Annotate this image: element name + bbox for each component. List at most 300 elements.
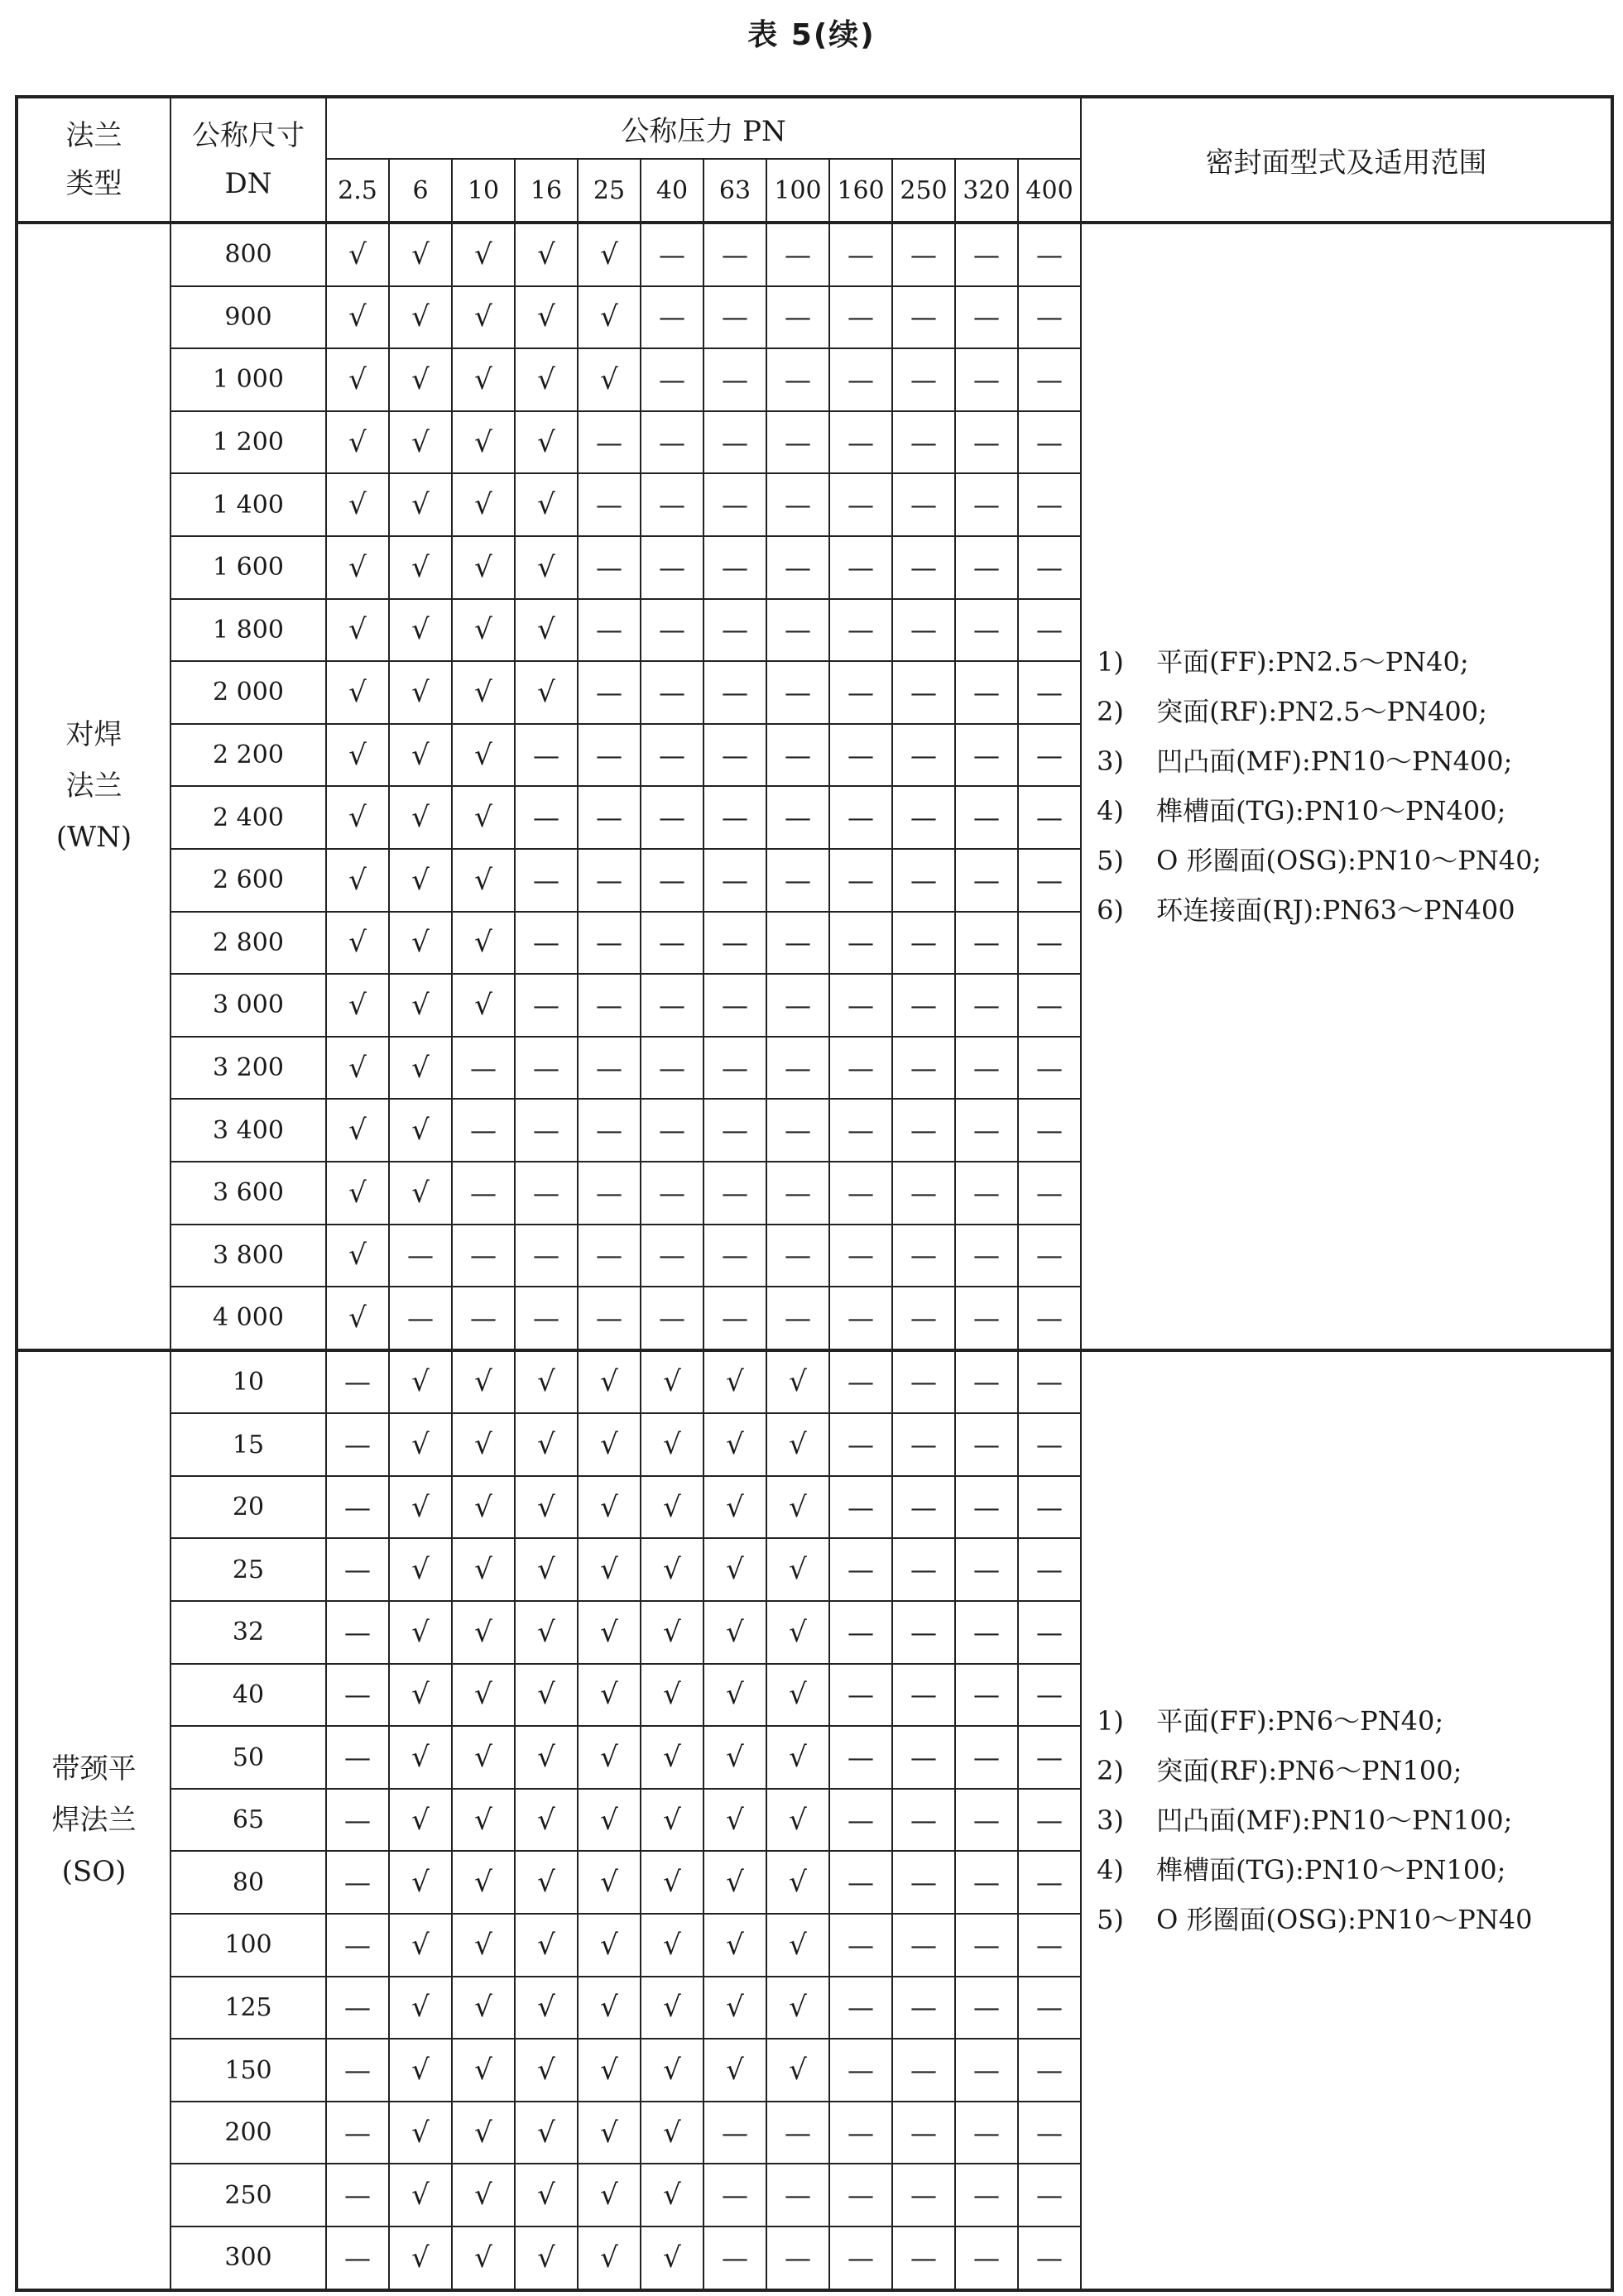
dash-mark: — <box>973 489 1000 521</box>
dash-mark: — <box>848 1491 874 1523</box>
dn-cell: 100 <box>170 1914 326 1977</box>
dn-cell: 40 <box>170 1664 326 1727</box>
dn-cell: 900 <box>170 286 326 349</box>
pressure-cell <box>955 348 1018 411</box>
check-mark: √ <box>600 2179 618 2212</box>
check-mark: √ <box>411 550 430 584</box>
pressure-cell <box>389 1601 452 1664</box>
pressure-cell <box>326 1726 389 1789</box>
dash-mark: — <box>596 1114 622 1147</box>
dash-mark: — <box>533 1114 559 1147</box>
dash-mark: — <box>910 1929 937 1961</box>
dash-mark: — <box>722 989 748 1021</box>
dash-mark: — <box>1036 426 1064 458</box>
dn-cell: 2 800 <box>170 912 326 975</box>
check-mark: √ <box>663 1741 681 1775</box>
dash-mark: — <box>344 1616 371 1648</box>
seal-item-number: 2) <box>1097 1754 1124 1786</box>
pressure-cell <box>515 786 578 849</box>
dash-mark: — <box>973 676 1000 708</box>
dash-mark: — <box>722 426 748 458</box>
check-mark: √ <box>537 613 555 647</box>
dash-mark: — <box>1036 676 1064 708</box>
check-mark: √ <box>663 1991 681 2025</box>
pressure-cell <box>641 2039 703 2102</box>
seal-item <box>1097 885 1611 935</box>
seal-item-number: 4) <box>1097 1853 1124 1886</box>
pressure-cell <box>766 1476 829 1539</box>
dash-mark: — <box>973 238 1000 271</box>
dash-mark: — <box>344 1679 371 1711</box>
dn-cell: 150 <box>170 2039 326 2102</box>
pressure-cell <box>1018 1037 1081 1100</box>
check-mark: √ <box>348 863 367 897</box>
dash-mark: — <box>848 1052 874 1084</box>
dash-mark: — <box>596 1301 622 1334</box>
dash-mark: — <box>848 864 874 896</box>
pressure-cell <box>578 1851 641 1914</box>
dash-mark: — <box>533 1239 559 1272</box>
pressure-cell <box>703 786 766 849</box>
dash-mark: — <box>848 676 874 708</box>
dash-mark: — <box>722 1114 748 1147</box>
pressure-cell <box>326 1225 389 1287</box>
check-mark: √ <box>348 1114 367 1148</box>
pressure-cell <box>452 286 515 349</box>
pressure-cell <box>641 661 703 724</box>
dash-mark: — <box>910 1366 937 1398</box>
pressure-cell <box>515 1538 578 1601</box>
pressure-cell <box>389 599 452 662</box>
pressure-cell <box>703 223 766 286</box>
pressure-cell <box>326 1413 389 1476</box>
dash-mark: — <box>1036 1301 1064 1334</box>
dash-mark: — <box>1036 2054 1064 2087</box>
pressure-cell <box>955 473 1018 536</box>
dash-mark: — <box>1036 1804 1064 1836</box>
dash-mark: — <box>722 927 748 959</box>
check-mark: √ <box>789 1615 807 1649</box>
dash-mark: — <box>659 1177 685 1209</box>
pressure-cell <box>326 661 389 724</box>
dash-mark: — <box>910 238 937 271</box>
dash-mark: — <box>973 1177 1000 1209</box>
pressure-cell <box>766 348 829 411</box>
pressure-cell <box>326 849 389 912</box>
pressure-cell <box>703 724 766 787</box>
check-mark: √ <box>726 1490 744 1524</box>
pressure-cell <box>955 1099 1018 1162</box>
dash-mark: — <box>910 1867 937 1899</box>
pressure-cell <box>389 1851 452 1914</box>
dash-mark: — <box>848 489 874 521</box>
pressure-cell <box>703 661 766 724</box>
check-mark: √ <box>411 863 430 897</box>
check-mark: √ <box>789 1553 807 1587</box>
table-row <box>17 1350 1612 1414</box>
header-seal-face: 密封面型式及适用范围 <box>1081 97 1612 223</box>
check-mark: √ <box>411 1678 430 1712</box>
check-mark: √ <box>411 425 430 459</box>
dn-cell: 65 <box>170 1789 326 1852</box>
pressure-cell <box>389 1225 452 1287</box>
dash-mark: — <box>1036 1679 1064 1711</box>
check-mark: √ <box>600 1928 618 1962</box>
pn-header-cell: 160 <box>829 159 892 223</box>
pressure-cell <box>1018 536 1081 599</box>
dash-mark: — <box>470 1301 497 1334</box>
pressure-cell <box>955 1538 1018 1601</box>
pressure-cell <box>326 223 389 286</box>
pressure-cell <box>452 661 515 724</box>
dash-mark: — <box>785 802 811 834</box>
pressure-cell <box>829 2102 892 2164</box>
pressure-cell <box>955 1037 1018 1100</box>
pressure-cell <box>892 1476 955 1539</box>
pressure-cell <box>829 1851 892 1914</box>
dash-mark: — <box>344 1554 371 1586</box>
pressure-cell <box>766 2226 829 2290</box>
pressure-cell <box>703 849 766 912</box>
header-flange-type: 法兰 类型 <box>17 97 170 223</box>
header-row <box>17 97 1612 159</box>
pressure-cell <box>515 912 578 975</box>
pressure-cell <box>703 1726 766 1789</box>
pressure-cell <box>1018 2039 1081 2102</box>
dash-mark: — <box>470 1114 497 1147</box>
check-mark: √ <box>663 1615 681 1649</box>
pressure-cell <box>389 411 452 474</box>
check-mark: √ <box>411 2179 430 2212</box>
pressure-cell <box>578 1601 641 1664</box>
pressure-cell <box>326 724 389 787</box>
dash-mark: — <box>848 1554 874 1586</box>
dash-mark: — <box>848 1114 874 1147</box>
check-mark: √ <box>411 2241 430 2274</box>
pressure-cell <box>703 599 766 662</box>
pressure-cell <box>452 1977 515 2040</box>
dash-mark: — <box>973 1366 1000 1398</box>
dash-mark: — <box>470 1177 497 1209</box>
pressure-cell <box>515 223 578 286</box>
check-mark: √ <box>411 1490 430 1524</box>
dash-mark: — <box>596 739 622 771</box>
check-mark: √ <box>537 1428 555 1462</box>
pressure-cell <box>641 1476 703 1539</box>
dash-mark: — <box>910 1239 937 1272</box>
dash-mark: — <box>1036 802 1064 834</box>
pressure-cell <box>1018 1225 1081 1287</box>
pressure-cell <box>703 1162 766 1225</box>
dash-mark: — <box>848 1301 874 1334</box>
dash-mark: — <box>1036 238 1064 271</box>
pressure-cell <box>892 2226 955 2290</box>
seal-item <box>1097 1845 1611 1895</box>
pressure-cell <box>829 1037 892 1100</box>
pressure-cell <box>452 599 515 662</box>
pressure-cell <box>829 2164 892 2226</box>
pressure-cell <box>515 849 578 912</box>
check-mark: √ <box>348 801 367 835</box>
pressure-cell <box>452 1664 515 1727</box>
pressure-cell <box>829 1726 892 1789</box>
pressure-cell <box>578 1162 641 1225</box>
check-mark: √ <box>726 1428 744 1462</box>
check-mark: √ <box>789 1991 807 2025</box>
dash-mark: — <box>910 1616 937 1648</box>
pressure-cell <box>703 473 766 536</box>
check-mark: √ <box>789 1741 807 1775</box>
dash-mark: — <box>533 927 559 959</box>
pressure-cell <box>326 2102 389 2164</box>
pressure-cell <box>389 348 452 411</box>
dash-mark: — <box>973 1742 1000 1774</box>
pressure-cell <box>389 1914 452 1977</box>
pressure-cell <box>578 1037 641 1100</box>
pressure-cell <box>955 223 1018 286</box>
check-mark: √ <box>663 2241 681 2274</box>
dash-mark: — <box>722 2241 748 2274</box>
dash-mark: — <box>722 802 748 834</box>
check-mark: √ <box>663 1866 681 1900</box>
check-mark: √ <box>789 1803 807 1837</box>
check-mark: √ <box>474 1615 492 1649</box>
pressure-cell <box>515 599 578 662</box>
pressure-cell <box>389 1162 452 1225</box>
pressure-cell <box>515 1225 578 1287</box>
dash-mark: — <box>910 363 937 395</box>
pressure-cell <box>389 1977 452 2040</box>
seal-item-number: 1) <box>1097 1704 1124 1737</box>
dash-mark: — <box>848 2179 874 2212</box>
dash-mark: — <box>973 2054 1000 2087</box>
check-mark: √ <box>663 1803 681 1837</box>
pressure-cell <box>703 2164 766 2226</box>
dash-mark: — <box>344 1429 371 1461</box>
pressure-cell <box>578 1287 641 1350</box>
pressure-cell <box>955 2039 1018 2102</box>
pressure-cell <box>578 1664 641 1727</box>
pressure-cell <box>389 223 452 286</box>
pressure-cell <box>578 2164 641 2226</box>
check-mark: √ <box>789 2054 807 2087</box>
check-mark: √ <box>600 2116 618 2150</box>
pressure-cell <box>892 1287 955 1350</box>
check-mark: √ <box>600 1553 618 1587</box>
dash-mark: — <box>973 1052 1000 1084</box>
pressure-cell <box>641 1977 703 2040</box>
check-mark: √ <box>474 488 492 522</box>
dash-mark: — <box>722 1301 748 1334</box>
check-mark: √ <box>537 675 555 709</box>
pressure-cell <box>892 1601 955 1664</box>
check-mark: √ <box>411 1928 430 1962</box>
dash-mark: — <box>533 1052 559 1084</box>
check-mark: √ <box>537 1678 555 1712</box>
pressure-cell <box>326 348 389 411</box>
pn-header-cell: 63 <box>703 159 766 223</box>
check-mark: √ <box>537 1741 555 1775</box>
pressure-cell <box>1018 661 1081 724</box>
check-mark: √ <box>600 1428 618 1462</box>
dash-mark: — <box>1036 864 1064 896</box>
check-mark: √ <box>474 675 492 709</box>
pressure-cell <box>389 912 452 975</box>
pressure-cell <box>703 2226 766 2290</box>
dash-mark: — <box>596 1052 622 1084</box>
pressure-cell <box>515 1664 578 1727</box>
pressure-cell <box>389 536 452 599</box>
pn-header-cell: 16 <box>515 159 578 223</box>
pressure-cell <box>892 223 955 286</box>
seal-item <box>1097 836 1611 885</box>
pressure-cell <box>389 2039 452 2102</box>
pressure-cell <box>1018 2164 1081 2226</box>
pressure-cell <box>892 286 955 349</box>
pressure-cell <box>829 1476 892 1539</box>
seal-item-number: 3) <box>1097 1804 1124 1836</box>
pressure-cell <box>955 536 1018 599</box>
dash-mark: — <box>659 864 685 896</box>
check-mark: √ <box>726 1803 744 1837</box>
dash-mark: — <box>910 2179 937 2212</box>
pressure-cell <box>641 1914 703 1977</box>
pressure-cell <box>515 2164 578 2226</box>
pressure-cell <box>829 1664 892 1727</box>
dash-mark: — <box>659 927 685 959</box>
dash-mark: — <box>659 676 685 708</box>
check-mark: √ <box>411 1991 430 2025</box>
dash-mark: — <box>1036 301 1064 333</box>
pressure-cell <box>389 724 452 787</box>
check-mark: √ <box>348 1051 367 1085</box>
pressure-cell <box>829 1914 892 1977</box>
dash-mark: — <box>659 989 685 1021</box>
pressure-cell <box>955 1225 1018 1287</box>
dash-mark: — <box>785 989 811 1021</box>
pressure-cell <box>829 1413 892 1476</box>
dash-mark: — <box>910 426 937 458</box>
check-mark: √ <box>474 988 492 1022</box>
pressure-cell <box>452 1538 515 1601</box>
check-mark: √ <box>474 362 492 396</box>
pressure-cell <box>641 786 703 849</box>
pressure-cell <box>766 2164 829 2226</box>
dash-mark: — <box>973 614 1000 646</box>
pressure-cell <box>641 1287 703 1350</box>
seal-item-number: 2) <box>1097 696 1124 728</box>
dn-cell: 3 800 <box>170 1225 326 1287</box>
dn-cell: 3 600 <box>170 1162 326 1225</box>
pressure-cell <box>703 2039 766 2102</box>
pressure-cell <box>1018 1476 1081 1539</box>
dash-mark: — <box>1036 2241 1064 2274</box>
seal-item-text: 凹凸面(MF):PN10～PN100; <box>1156 1804 1513 1836</box>
pressure-cell <box>955 1287 1018 1350</box>
check-mark: √ <box>663 1928 681 1962</box>
header-nominal-size: 公称尺寸 DN <box>170 97 326 223</box>
pressure-cell <box>955 974 1018 1037</box>
pressure-cell <box>452 1789 515 1852</box>
check-mark: √ <box>474 738 492 772</box>
pressure-cell <box>578 536 641 599</box>
dash-mark: — <box>848 1616 874 1648</box>
check-mark: √ <box>726 1991 744 2025</box>
pressure-cell <box>892 536 955 599</box>
pressure-cell <box>389 2226 452 2290</box>
pressure-cell <box>515 1851 578 1914</box>
pressure-cell <box>389 1413 452 1476</box>
check-mark: √ <box>789 1928 807 1962</box>
check-mark: √ <box>474 2116 492 2150</box>
pressure-cell <box>452 223 515 286</box>
check-mark: √ <box>348 300 367 334</box>
pressure-cell <box>578 223 641 286</box>
pressure-cell <box>766 1601 829 1664</box>
dn-cell: 300 <box>170 2226 326 2290</box>
pressure-cell <box>703 348 766 411</box>
check-mark: √ <box>789 1365 807 1399</box>
pressure-cell <box>578 2226 641 2290</box>
dash-mark: — <box>1036 989 1064 1021</box>
dash-mark: — <box>722 551 748 583</box>
dash-mark: — <box>722 1052 748 1084</box>
pressure-cell <box>829 223 892 286</box>
check-mark: √ <box>411 1553 430 1587</box>
dash-mark: — <box>1036 1491 1064 1523</box>
check-mark: √ <box>474 2179 492 2212</box>
dash-mark: — <box>785 2179 811 2212</box>
pressure-cell <box>452 2226 515 2290</box>
seal-item-text: 突面(RF):PN2.5～PN400; <box>1156 696 1487 728</box>
dash-mark: — <box>722 489 748 521</box>
check-mark: √ <box>411 738 430 772</box>
check-mark: √ <box>726 1365 744 1399</box>
pressure-cell <box>703 1350 766 1414</box>
pressure-cell <box>892 1789 955 1852</box>
pressure-cell <box>766 223 829 286</box>
pressure-cell <box>703 1851 766 1914</box>
pressure-cell <box>829 1350 892 1414</box>
dash-mark: — <box>848 1679 874 1711</box>
pressure-cell <box>1018 1538 1081 1601</box>
check-mark: √ <box>474 2241 492 2274</box>
pressure-cell <box>766 1287 829 1350</box>
dash-mark: — <box>722 739 748 771</box>
pressure-cell <box>829 1789 892 1852</box>
dash-mark: — <box>910 1114 937 1147</box>
pressure-cell <box>326 473 389 536</box>
dash-mark: — <box>910 989 937 1021</box>
pressure-cell <box>892 1350 955 1414</box>
pressure-cell <box>703 1538 766 1601</box>
check-mark: √ <box>411 488 430 522</box>
pressure-cell <box>829 411 892 474</box>
check-mark: √ <box>411 1866 430 1900</box>
pressure-cell <box>892 1851 955 1914</box>
check-mark: √ <box>600 1866 618 1900</box>
pressure-cell <box>829 2226 892 2290</box>
dash-mark: — <box>1036 2179 1064 2212</box>
dn-cell: 50 <box>170 1726 326 1789</box>
check-mark: √ <box>474 1490 492 1524</box>
check-mark: √ <box>348 237 367 271</box>
pressure-cell <box>641 473 703 536</box>
pressure-cell <box>892 849 955 912</box>
check-mark: √ <box>474 1991 492 2025</box>
dash-mark: — <box>973 1616 1000 1648</box>
pressure-cell <box>326 2039 389 2102</box>
